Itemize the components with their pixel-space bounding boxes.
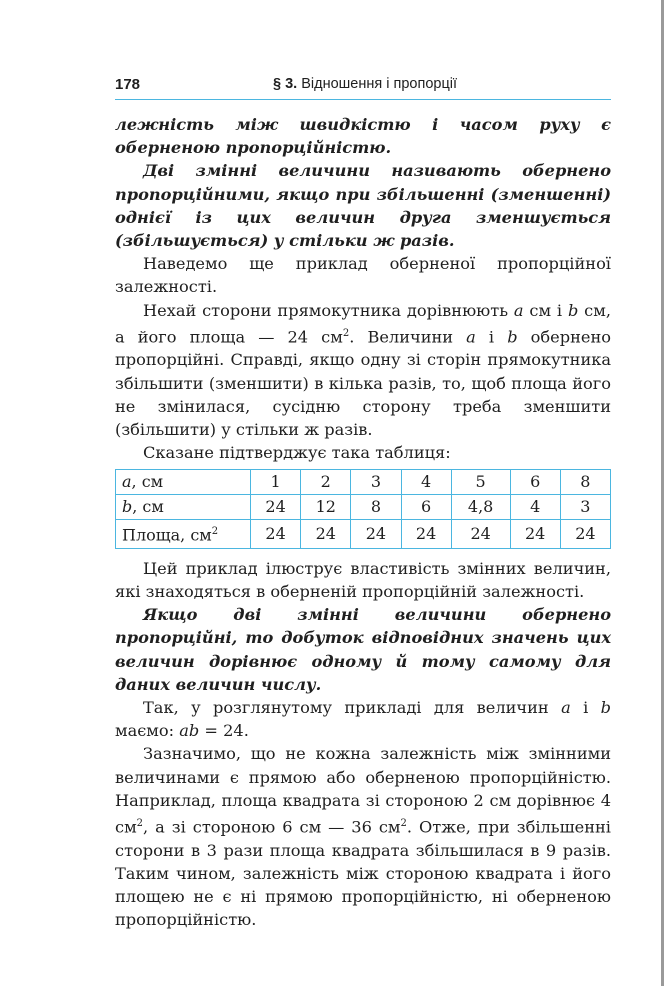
table-cell: 3: [560, 495, 610, 520]
header-rule: [115, 99, 611, 100]
table-cell: 4: [510, 495, 560, 520]
property-statement: Якщо дві змінні величини обернено пропорційні, то добуток відповідних значень цих величин дорівнює одному й тому самому для даних величин числу.: [115, 605, 611, 694]
table-cell: 24: [560, 520, 610, 548]
table-row: [116, 470, 611, 495]
section-prefix: § 3.: [273, 76, 298, 92]
table-cell: 24: [251, 495, 301, 520]
table-cell: 2: [301, 470, 351, 495]
table-cell: 24: [451, 520, 510, 548]
table-cell: 24: [401, 520, 451, 548]
paragraph-property-intro: Цей приклад ілюструє властивість змінних величин, які знаходяться в оберненій пропорційній залежності.: [115, 558, 611, 601]
table-cell: 8: [351, 495, 401, 520]
table-cell: 24: [301, 520, 351, 548]
table-cell: 24: [351, 520, 401, 548]
table-cell: 5: [451, 470, 510, 495]
section-title: [273, 76, 457, 92]
paragraph-continuation: лежність між швидкістю і часом руху є оберненою пропорційністю.: [115, 115, 611, 158]
page-header: [115, 76, 611, 98]
table-cell: 3: [351, 470, 401, 495]
paragraph-table-intro: Сказане підтверджує така таблиця:: [143, 443, 451, 463]
paragraph-rectangle-example: Нехай сторони прямокутника дорівнюють a см і b см, а його площа — 24 $см^2$. Величини a і b обернено пропорційні. Справді, якщо одну зі сторін прямокутника збільшити (зменшити) в кілька разів, то, щоб площа його не змінилася, сусідню сторону треба зменшити (збільшити) у стільки ж разів.: [115, 300, 612, 440]
table-cell: 4,8: [451, 495, 510, 520]
table-cell: 6: [401, 495, 451, 520]
values-table: [115, 469, 611, 548]
page-number: 178: [115, 76, 141, 93]
row-label: a, см: [116, 470, 251, 495]
table-cell: 1: [251, 470, 301, 495]
table-cell: 4: [401, 470, 451, 495]
row-label: b, см: [116, 495, 251, 520]
paragraph-square-example: Зазначимо, що не кожна залежність між змінними величинами є прямою або оберненою пропорційністю. Наприклад, площа квадрата зі стороною 2 см дорівнює 4 $см^2$, а зі стороною 6 см — 36 $см^2$. Отже, при збільшенні сторони в 3 рази площа квадрата збільшилася в 9 разів. Таким чином, залежність між стороною квадрата і його площею не є ні прямою пропорційністю, ні оберненою пропорційністю.: [115, 744, 611, 930]
paragraph-product-example: Так, у розглянутому прикладі для величин a і b маємо: ab = 24.: [115, 697, 612, 741]
table-cell: 6: [510, 470, 560, 495]
row-label: Площа, $см^2$: [116, 520, 251, 548]
section-name: Відношення і пропорції: [297, 76, 457, 92]
table-cell: 12: [301, 495, 351, 520]
table-cell: 24: [251, 520, 301, 548]
table-row: [116, 495, 611, 520]
table-cell: 8: [560, 470, 610, 495]
paragraph-example-intro: Наведемо ще приклад оберненої пропорційної залежності.: [115, 254, 611, 297]
definition-inverse-proportion: Дві змінні величини називають обернено пропорційними, якщо при збільшенні (зменшенні) однієї із цих величин друга зменшується (збільшується) у стільки ж разів.: [115, 161, 611, 251]
table-cell: 24: [510, 520, 560, 548]
page-content: [115, 113, 611, 931]
table-row: [116, 520, 611, 548]
